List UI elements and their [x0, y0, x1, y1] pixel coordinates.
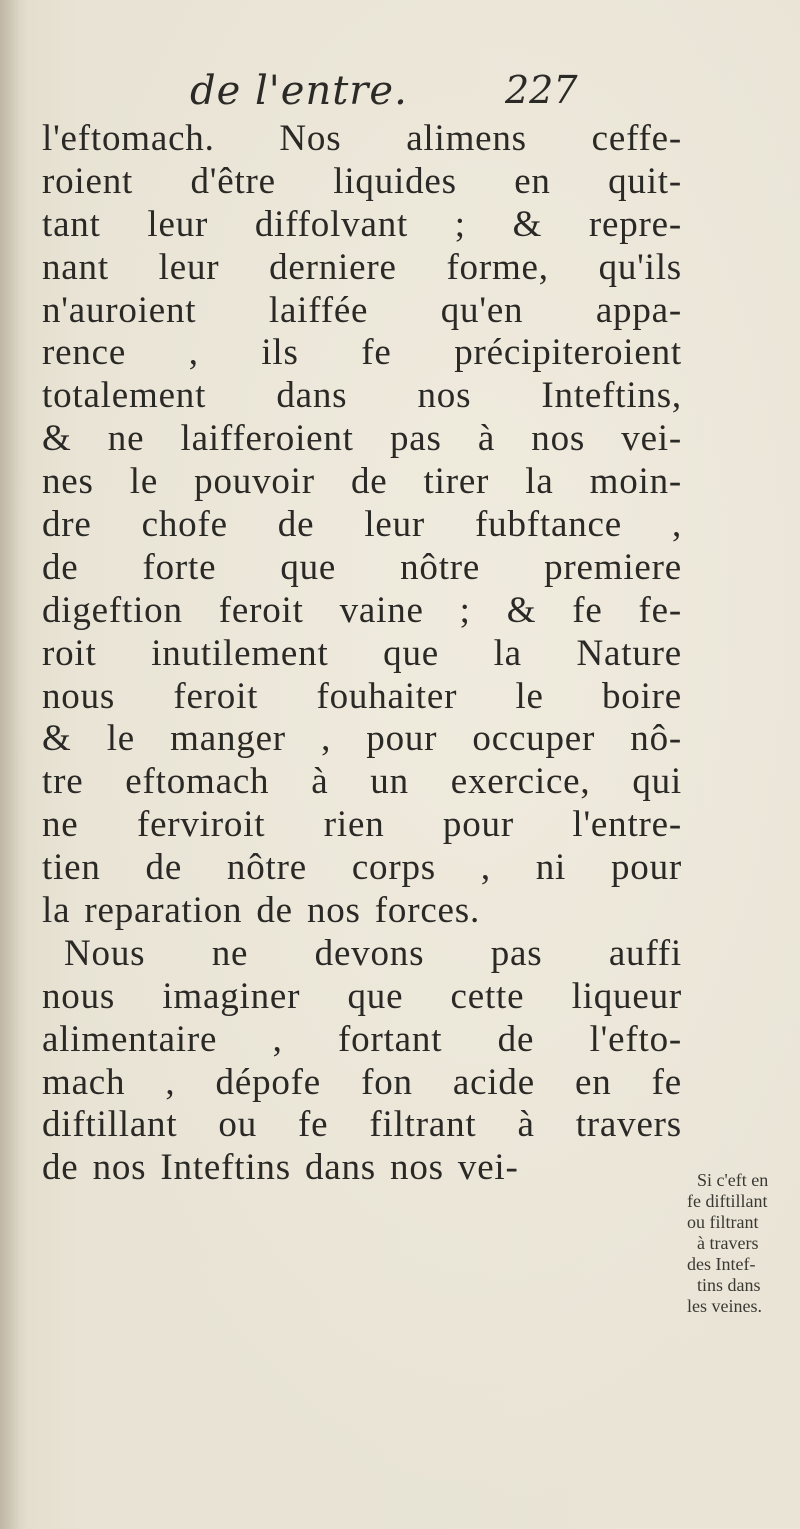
text-line: nes le pouvoir de tirer la moin-	[42, 461, 682, 503]
text-line: roient d'être liquides en quit-	[42, 160, 682, 202]
text-line: n'auroient laiffée qu'en appa-	[42, 289, 682, 331]
margin-note-line: ou filtrant	[687, 1212, 759, 1232]
running-head	[0, 68, 800, 118]
text-line: alimentaire , fortant de l'efto-	[42, 1018, 682, 1060]
text-line: tant leur diffolvant ; & repre-	[42, 203, 682, 245]
text-line: rence , ils fe précipiteroient	[42, 332, 682, 374]
text-line: nous imaginer que cette liqueur	[42, 975, 682, 1017]
text-line: ne ferviroit rien pour l'entre-	[42, 804, 682, 846]
running-title: de l'entre.	[190, 68, 408, 114]
margin-note-line: des Intef-	[687, 1254, 756, 1274]
text-line: tien de nôtre corps , ni pour	[42, 847, 682, 889]
text-line: digeftion feroit vaine ; & fe fe-	[42, 589, 682, 631]
margin-note-line: à travers	[697, 1233, 759, 1253]
text-line: de nos Inteftins dans nos vei-	[42, 1147, 519, 1189]
text-line: nant leur derniere forme, qu'ils	[42, 246, 682, 288]
gutter-shadow	[0, 0, 28, 1529]
text-line: & le manger , pour occuper nô-	[42, 718, 682, 760]
text-line: Nous ne devons pas auffi	[64, 932, 682, 974]
text-line: de forte que nôtre premiere	[42, 546, 682, 588]
text-line: dre chofe de leur fubftance ,	[42, 504, 682, 546]
text-line: diftillant ou fe filtrant à travers	[42, 1104, 682, 1146]
text-line: la reparation de nos forces.	[42, 890, 481, 932]
text-line: & ne laifferoient pas à nos vei-	[42, 418, 682, 460]
text-line: l'eftomach. Nos alimens ceffe-	[42, 118, 682, 159]
text-line: roit inutilement que la Nature	[42, 632, 682, 674]
text-line: mach , dépofe fon acide en fe	[42, 1061, 682, 1103]
margin-note-line: tins dans	[697, 1275, 761, 1295]
body-text	[42, 118, 682, 1190]
text-line: totalement dans nos Inteftins,	[42, 375, 682, 417]
margin-note-line: fe diftillant	[687, 1191, 768, 1211]
margin-note	[687, 1170, 797, 1317]
margin-note-line: les veines.	[687, 1296, 762, 1316]
text-line: tre eftomach à un exercice, qui	[42, 761, 682, 803]
margin-note-line: Si c'eft en	[697, 1170, 769, 1190]
page-number: 227	[505, 68, 578, 112]
text-line: nous feroit fouhaiter le boire	[42, 675, 682, 717]
